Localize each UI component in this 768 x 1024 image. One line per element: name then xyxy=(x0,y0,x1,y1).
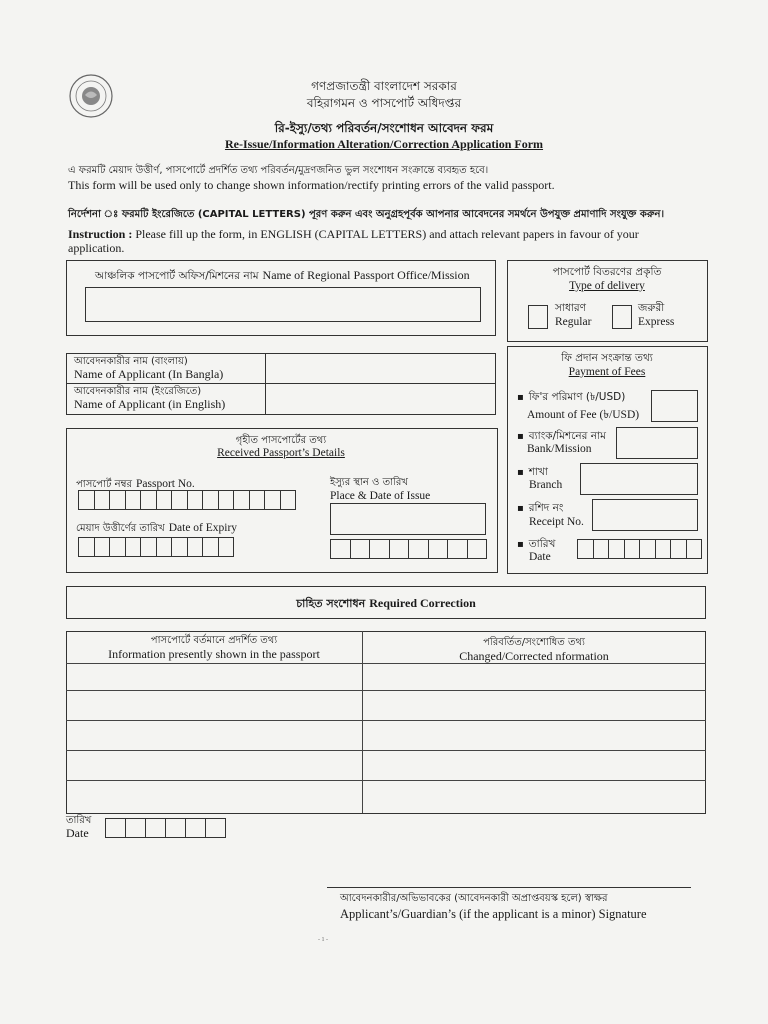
current-info-row-3[interactable] xyxy=(68,722,360,749)
issue-date-cells[interactable] xyxy=(330,539,487,559)
expiry-label-en: Date of Expiry xyxy=(168,522,238,534)
fee-amount-label-en: Amount of Fee (৳/USD) xyxy=(527,409,640,421)
office-label-bn: আঞ্চলিক পাসপোর্ট অফিস/মিশনের নাম xyxy=(95,270,259,282)
expiry-date-cells[interactable] xyxy=(78,537,234,557)
col-corrected-header-en: Changed/Corrected nformation xyxy=(459,649,609,663)
receipt-input[interactable] xyxy=(592,499,698,531)
applicant-english-label-bn: আবেদনকারীর নাম (ইংরেজিতে) xyxy=(74,386,202,397)
regular-label-en: Regular xyxy=(555,316,592,328)
instruction-label: Instruction : xyxy=(68,227,133,241)
delivery-title-en: Type of delivery xyxy=(569,280,645,292)
current-info-row-5[interactable] xyxy=(68,782,360,811)
corrected-info-row-1[interactable] xyxy=(364,665,704,689)
passport-no-label-en: Passport No. xyxy=(136,478,195,490)
fee-date-label-en: Date xyxy=(529,551,551,563)
current-info-row-2[interactable] xyxy=(68,692,360,719)
instruction-en xyxy=(68,227,698,255)
form-title-en: Re-Issue/Information Alteration/Correction Application Form xyxy=(224,137,544,151)
passport-no-label-bn: পাসপোর্ট নম্বর xyxy=(76,479,132,490)
receipt-label-en: Receipt No. xyxy=(529,516,584,528)
gov-name-bn: গণপ্রজাতন্ত্রী বাংলাদেশ সরকার xyxy=(311,79,457,93)
current-info-row-1[interactable] xyxy=(68,665,360,689)
footer-date-label-bn: তারিখ xyxy=(66,815,92,826)
express-label-bn: জরুরী xyxy=(638,302,665,314)
usage-note-bn: এ ফরমটি মেয়াদ উত্তীর্ণ, পাসপোর্টে প্রদর্শিত তথ্য পরিবর্তন/মুদ্রণজনিত ভুল সংশোধন সংক্রান্তে ব্যবহৃত হবে। xyxy=(68,165,489,176)
receipt-label-bn: ▪ রশিদ নং xyxy=(517,501,563,518)
office-name-input[interactable] xyxy=(85,287,481,322)
fee-date-label-bn: ▪ তারিখ xyxy=(517,537,555,554)
required-correction-title xyxy=(66,594,706,614)
usage-note-en: This form will be used only to change shown information/rectify printing errors of the valid passport. xyxy=(68,178,555,192)
delivery-title-bn: পাসপোর্ট বিতরণের প্রকৃতি xyxy=(552,266,662,278)
instruction-bn: নির্দেশনা ঃ ফরমটি ইংরেজিতে (CAPITAL LETTERS) পূরণ করুন এবং অনুগ্রহপূর্বক আপনার আবেদনের সমর্থনে উপযুক্ত প্রমাণাদি সংযুক্ত করুন। xyxy=(68,209,665,220)
office-label-en: Name of Regional Passport Office/Mission xyxy=(262,268,470,282)
expiry-label-bn: মেয়াদ উত্তীর্ণের তারিখ xyxy=(76,523,165,534)
signature-label-en: Applicant’s/Guardian’s (if the applicant is a minor) Signature xyxy=(340,907,647,921)
signature-line[interactable] xyxy=(327,887,691,888)
bank-input[interactable] xyxy=(616,427,698,459)
col-current-header-bn: পাসপোর্টে বর্তমানে প্রদর্শিত তথ্য xyxy=(150,635,278,646)
applicant-english-label-en: Name of Applicant (in English) xyxy=(74,397,226,411)
fee-date-cells[interactable] xyxy=(577,539,702,559)
branch-label-en: Branch xyxy=(529,479,563,491)
col-current-header-en: Information presently shown in the passport xyxy=(108,647,320,661)
issue-label-bn: ইস্যুর স্থান ও তারিখ xyxy=(330,477,408,488)
corrected-info-row-2[interactable] xyxy=(364,692,704,719)
col-corrected-header-bn: পরিবর্তিত/সংশোধিত তথ্য xyxy=(483,637,585,648)
bank-label-bn: ▪ ব্যাংক/মিশনের নাম xyxy=(517,429,606,446)
fees-title-bn: ফি প্রদান সংক্রান্ত তথ্য xyxy=(561,352,653,364)
received-title-en: Received Passport’s Details xyxy=(217,447,345,459)
office-label xyxy=(95,266,470,286)
required-correction-title-bn: চাহিত সংশোধন xyxy=(296,597,366,610)
applicant-english-input[interactable] xyxy=(268,386,492,412)
applicant-bangla-input[interactable] xyxy=(268,356,492,382)
issue-label-en: Place & Date of Issue xyxy=(330,490,431,502)
bank-label-en: Bank/Mission xyxy=(527,443,592,455)
signature-label-bn: আবেদনকারীর/অভিভাবকের (আবেদনকারী অপ্রাপ্তবয়স্ক হলে) স্বাক্ষর xyxy=(340,893,608,904)
branch-label-bn: ▪ শাখা xyxy=(517,465,548,482)
applicant-bangla-label-bn: আবেদনকারীর নাম (বাংলায়) xyxy=(74,356,188,367)
fee-amount-input[interactable] xyxy=(651,390,698,422)
issue-place-input[interactable] xyxy=(330,503,486,535)
required-correction-title-en: Required Correction xyxy=(369,596,476,610)
dept-name-bn: বহিরাগমন ও পাসপোর্ট অধিদপ্তর xyxy=(306,96,462,110)
footer-date-cells[interactable] xyxy=(105,818,226,838)
express-label-en: Express xyxy=(638,316,675,328)
regular-label-bn: সাধারণ xyxy=(555,302,587,314)
page-number: - 1 - xyxy=(318,937,328,943)
form-title-bn: রি-ইস্যু/তথ্য পরিবর্তন/সংশোধন আবেদন ফরম xyxy=(274,121,494,135)
corrected-info-row-5[interactable] xyxy=(364,782,704,811)
branch-input[interactable] xyxy=(580,463,698,495)
express-checkbox[interactable] xyxy=(612,305,632,329)
footer-date-label-en: Date xyxy=(66,826,89,840)
current-info-row-4[interactable] xyxy=(68,752,360,779)
expiry-label xyxy=(76,518,237,538)
passport-no-cells[interactable] xyxy=(78,490,296,510)
applicant-bangla-label-en: Name of Applicant (In Bangla) xyxy=(74,367,224,381)
corrected-info-row-3[interactable] xyxy=(364,722,704,749)
instruction-text: Please fill up the form, in ENGLISH (CAPITAL LETTERS) and attach relevant papers in favour of your application. xyxy=(68,227,639,255)
fees-title-en: Payment of Fees xyxy=(568,366,646,378)
regular-checkbox[interactable] xyxy=(528,305,548,329)
fee-amount-label-bn: ▪ ফি'র পরিমাণ (৳/USD) xyxy=(517,390,625,407)
received-title-bn: গৃহীত পাসপোর্টের তথ্য xyxy=(235,435,327,446)
corrected-info-row-4[interactable] xyxy=(364,752,704,779)
